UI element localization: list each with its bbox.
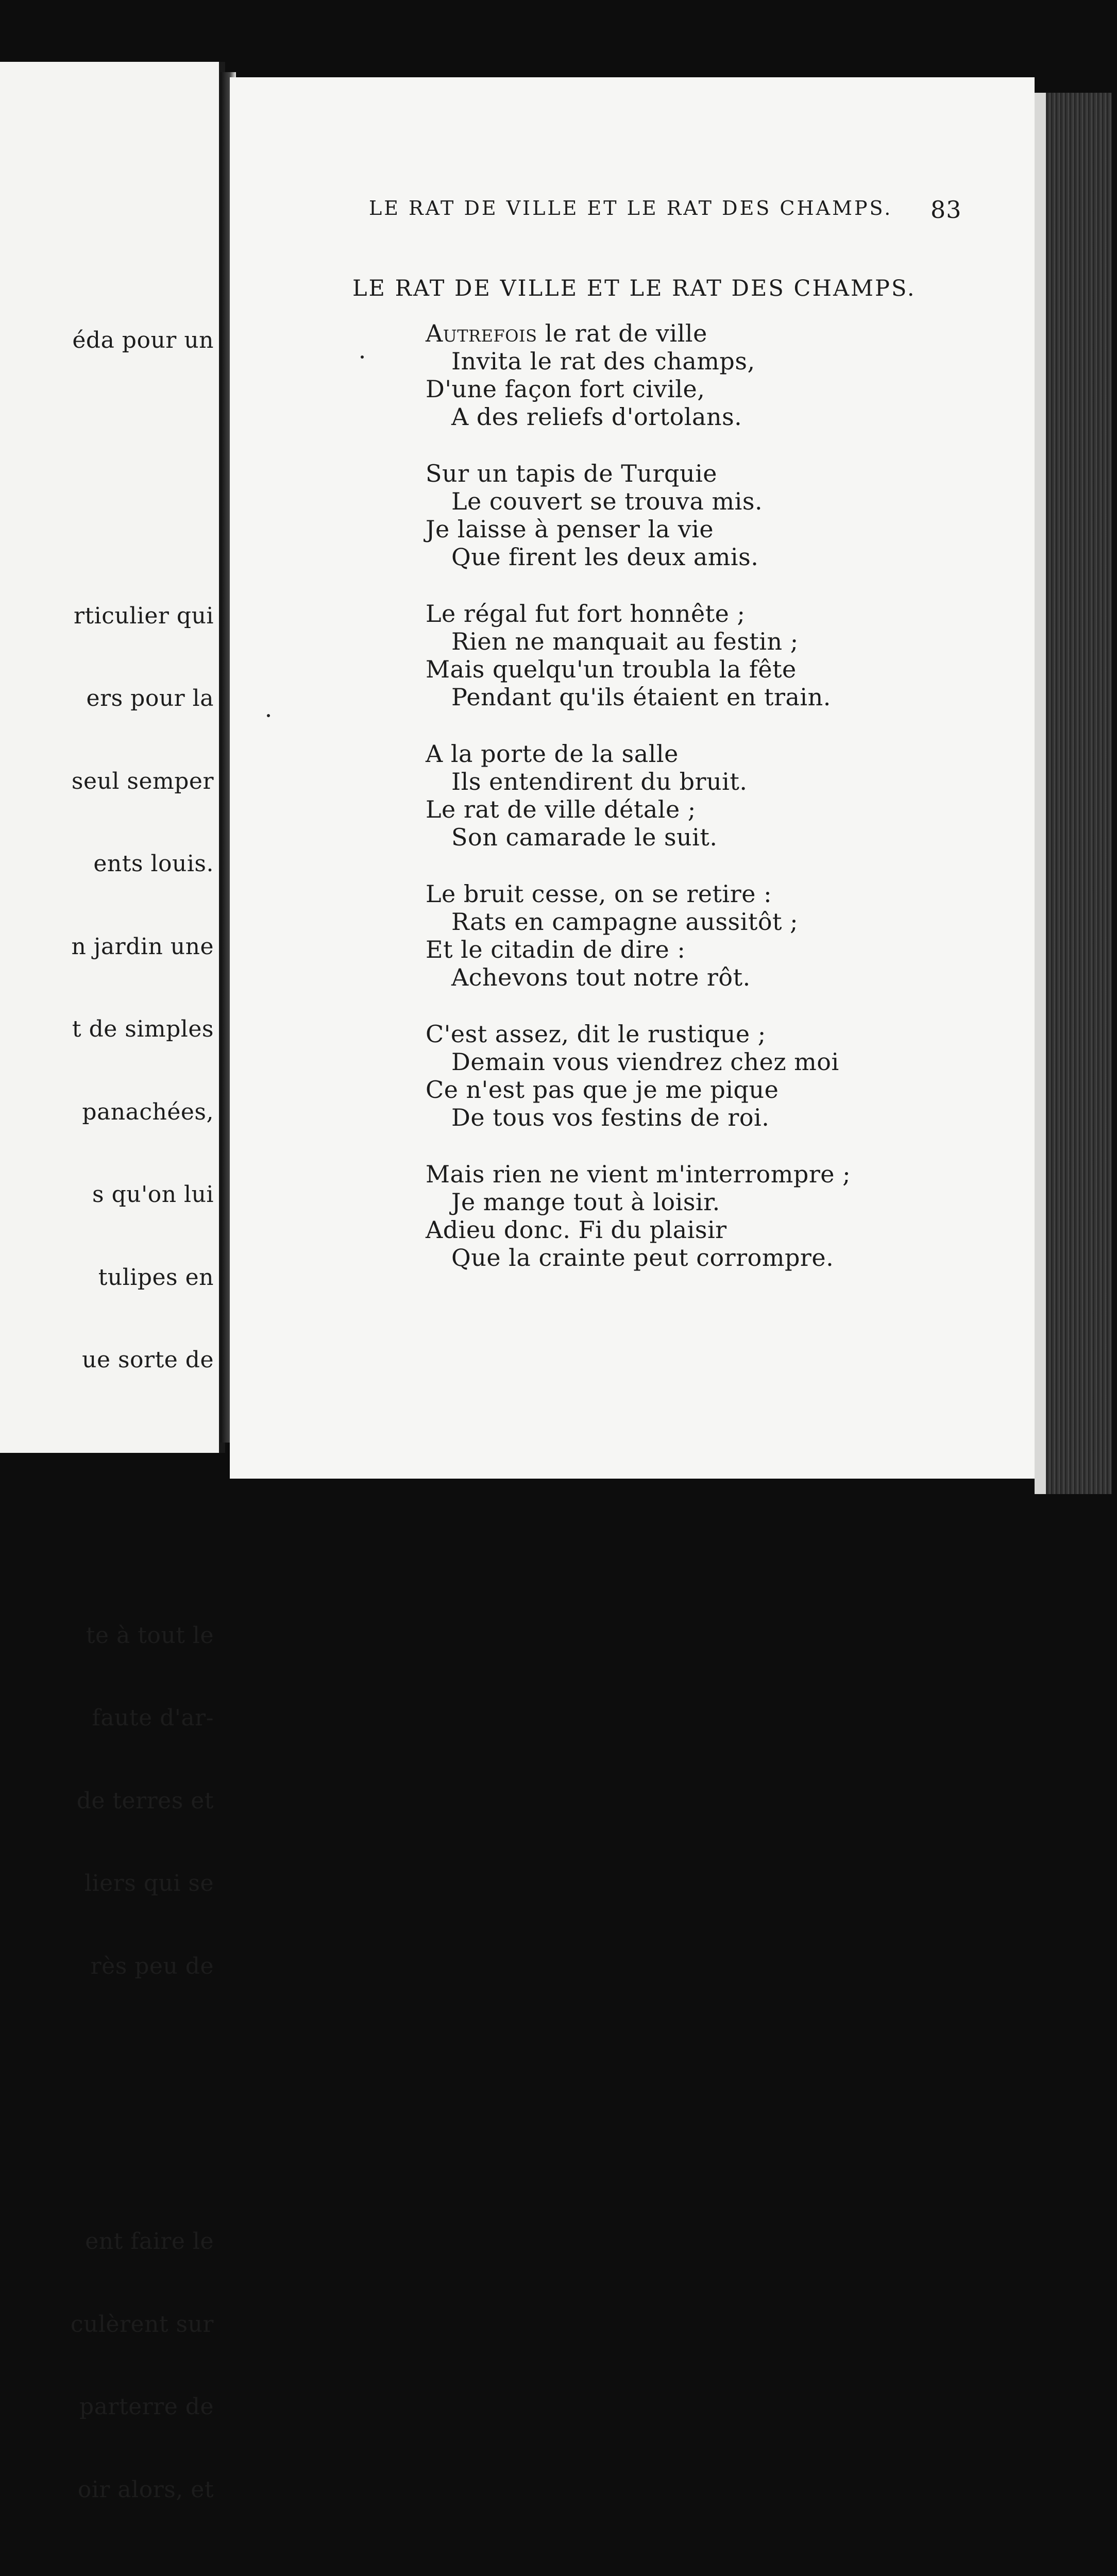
stanza-4 <box>426 740 992 851</box>
poem-line: Et le citadin de dire : <box>426 936 686 963</box>
drop-word: Autrefois <box>426 319 537 347</box>
left-line: de terres et <box>76 1787 214 1814</box>
poem-line: Le régal fut fort honnête ; <box>426 600 746 628</box>
stanza-3 <box>426 600 992 711</box>
left-page <box>0 62 225 2503</box>
poem-line: Demain vous viendrez chez moi <box>451 1048 839 1076</box>
poem-line: Pendant qu'ils étaient en train. <box>451 683 831 711</box>
poem-title: LE RAT DE VILLE ET LE RAT DES CHAMPS. <box>352 276 916 301</box>
left-line: rès peu de <box>90 1953 214 1979</box>
left-line: tulipes en <box>98 1264 214 1291</box>
poem-line: A des reliefs d'ortolans. <box>451 403 742 431</box>
left-line: faute d'ar- <box>92 1705 214 1731</box>
poem-line: Sur un tapis de Turquie <box>426 460 718 487</box>
poem-line: Le bruit cesse, on se retire : <box>426 880 772 908</box>
poem-line: D'une façon fort civile, <box>426 375 705 403</box>
page-number: 83 <box>930 196 962 224</box>
poem-line: Invita le rat des champs, <box>451 347 755 375</box>
left-line: ents louis. <box>93 851 214 877</box>
stanza-2 <box>426 460 992 571</box>
left-line: rticulier qui <box>73 602 214 629</box>
poem-line: Que la crainte peut corrompre. <box>451 1244 834 1272</box>
left-line: ers pour la <box>86 685 214 711</box>
right-page <box>230 77 1035 1479</box>
poem-line <box>426 319 992 347</box>
left-line: t de simples <box>72 1016 214 1042</box>
poem-line: Je mange tout à loisir. <box>451 1188 720 1216</box>
ink-speck <box>361 355 364 359</box>
ink-speck <box>267 714 270 717</box>
left-paragraph-1 <box>0 272 214 410</box>
poem-line: Le couvert se trouva mis. <box>451 487 763 515</box>
left-line: te à tout le <box>86 1622 214 1649</box>
poem-line: C'est assez, dit le rustique ; <box>426 1020 766 1048</box>
left-paragraph-2 <box>0 547 214 1429</box>
poem-line: Mais quelqu'un troubla la fête <box>426 655 797 683</box>
left-line: n jardin une <box>71 933 214 960</box>
left-line: éda pour un <box>72 327 214 353</box>
poem-line: Adieu donc. Fi du plaisir <box>426 1216 727 1244</box>
left-line: ent faire le <box>85 2228 214 2255</box>
left-line: parterre de <box>79 2394 214 2420</box>
poem-line: A la porte de la salle <box>426 740 679 768</box>
poem-line: Mais rien ne vient m'interrompre ; <box>426 1160 851 1188</box>
stanza-7 <box>426 1160 992 1272</box>
page-edge-light <box>1035 93 1046 1494</box>
poem-line: Le rat de ville détale ; <box>426 795 696 823</box>
poem-line: Que firent les deux amis. <box>451 543 759 571</box>
left-line: panachées, <box>82 1098 214 1125</box>
poem <box>426 319 992 1300</box>
left-line: liers qui se <box>84 1870 214 1896</box>
left-page-text <box>0 216 214 2576</box>
left-line: ue sorte de <box>82 1347 214 1373</box>
poem-line: Rien ne manquait au festin ; <box>451 628 799 655</box>
left-line: culèrent sur <box>70 2311 214 2337</box>
poem-line: Achevons tout notre rôt. <box>451 963 751 991</box>
left-line: seul semper <box>71 768 214 794</box>
running-head: LE RAT DE VILLE ET LE RAT DES CHAMPS. <box>369 197 893 219</box>
left-paragraph-3 <box>0 1567 214 2036</box>
stanza-6 <box>426 1020 992 1131</box>
page-edge-stack <box>1035 93 1112 1494</box>
poem-line: De tous vos festins de roi. <box>451 1104 770 1131</box>
poem-line: Son camarade le suit. <box>451 823 718 851</box>
poem-line: Ils entendirent du bruit. <box>451 768 748 795</box>
left-line: s qu'on lui <box>92 1181 214 1208</box>
poem-line: Rats en campagne aussitôt ; <box>451 908 799 936</box>
stanza-5 <box>426 880 992 991</box>
left-paragraph-4 <box>0 2173 214 2558</box>
poem-line: Ce n'est pas que je me pique <box>426 1076 779 1104</box>
left-line: oir alors, et <box>77 2476 214 2503</box>
poem-line: Je laisse à penser la vie <box>426 515 714 543</box>
stanza-1 <box>426 319 992 431</box>
first-line-rest: le rat de ville <box>537 319 707 347</box>
